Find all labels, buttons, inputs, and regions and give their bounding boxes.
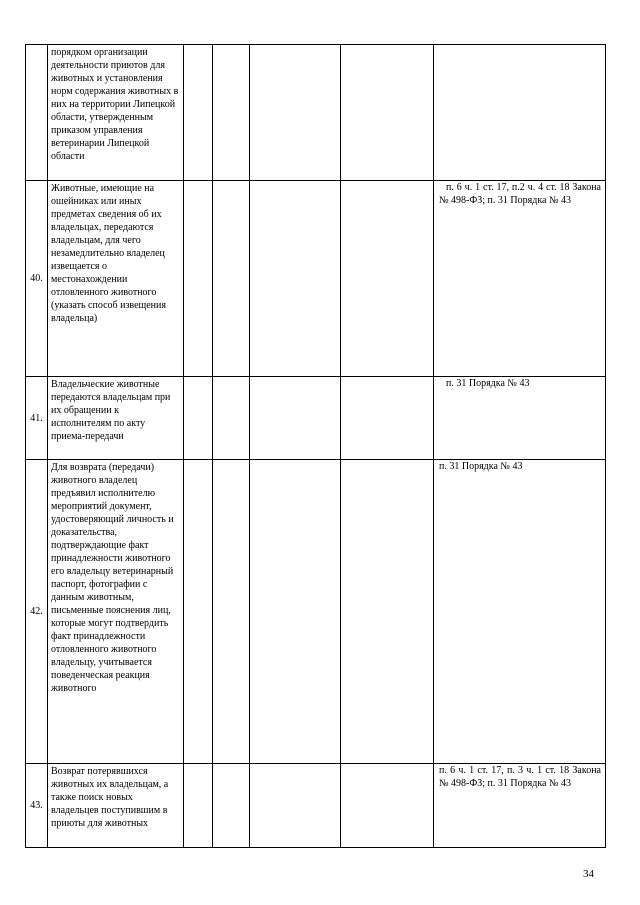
row-number: 40. [26, 181, 48, 377]
empty-cell [184, 45, 213, 181]
empty-cell [184, 764, 213, 848]
requirement-text: Животные, имеющие на ошейниках или иных предметах сведения об их владельцах, передаются владельцам, для чего незамедлительно владелец извещается о местонахождении отловленного животного (указать способ извещения владельца) [48, 181, 184, 377]
empty-cell [184, 181, 213, 377]
empty-cell [341, 181, 434, 377]
legal-reference: п. 6 ч. 1 ст. 17, п. 3 ч. 1 ст. 18 Закона № 498-ФЗ; п. 31 Порядка № 43 [434, 764, 606, 848]
empty-cell [250, 764, 341, 848]
table-row [26, 377, 606, 460]
empty-cell [341, 764, 434, 848]
empty-cell [213, 45, 250, 181]
empty-cell [341, 45, 434, 181]
empty-cell [184, 460, 213, 764]
row-number [26, 45, 48, 181]
empty-cell [250, 181, 341, 377]
row-number: 41. [26, 377, 48, 460]
requirement-text: Возврат потерявшихся животных их владельцам, а также поиск новых владельцев поступившим в приюты для животных [48, 764, 184, 848]
checklist-table [25, 44, 606, 848]
table-row [26, 764, 606, 848]
empty-cell [213, 181, 250, 377]
legal-reference [434, 45, 606, 181]
empty-cell [213, 764, 250, 848]
legal-reference: п. 6 ч. 1 ст. 17, п.2 ч. 4 ст. 18 Закона № 498-ФЗ; п. 31 Порядка № 43 [434, 181, 606, 377]
empty-cell [250, 377, 341, 460]
requirement-text: Для возврата (передачи) животного владелец предъявил исполнителю мероприятий документ, удостоверяющий личность и доказательства, подтверждающие факт принадлежности животного его владельцу ветеринарный паспорт, фотографии с данным животным, письменные пояснения лиц, которые могут подтвердить факт принадлежности отловленного животного владельцу, учитывается поведенческая реакция животного [48, 460, 184, 764]
requirement-text: порядком организации деятельности приютов для животных и установления норм содержания животных в них на территории Липецкой области, утвержденным приказом управления ветеринарии Липецкой области [48, 45, 184, 181]
empty-cell [341, 377, 434, 460]
table-row [26, 181, 606, 377]
empty-cell [184, 377, 213, 460]
legal-reference: п. 31 Порядка № 43 [434, 460, 606, 764]
empty-cell [213, 377, 250, 460]
row-number: 42. [26, 460, 48, 764]
empty-cell [250, 45, 341, 181]
table-row [26, 45, 606, 181]
empty-cell [250, 460, 341, 764]
empty-cell [213, 460, 250, 764]
legal-reference: п. 31 Порядка № 43 [434, 377, 606, 460]
row-number: 43. [26, 764, 48, 848]
empty-cell [341, 460, 434, 764]
page-number: 34 [583, 868, 594, 880]
table-row [26, 460, 606, 764]
requirement-text: Владельческие животные передаются владельцам при их обращении к исполнителям по акту приема-передачи [48, 377, 184, 460]
